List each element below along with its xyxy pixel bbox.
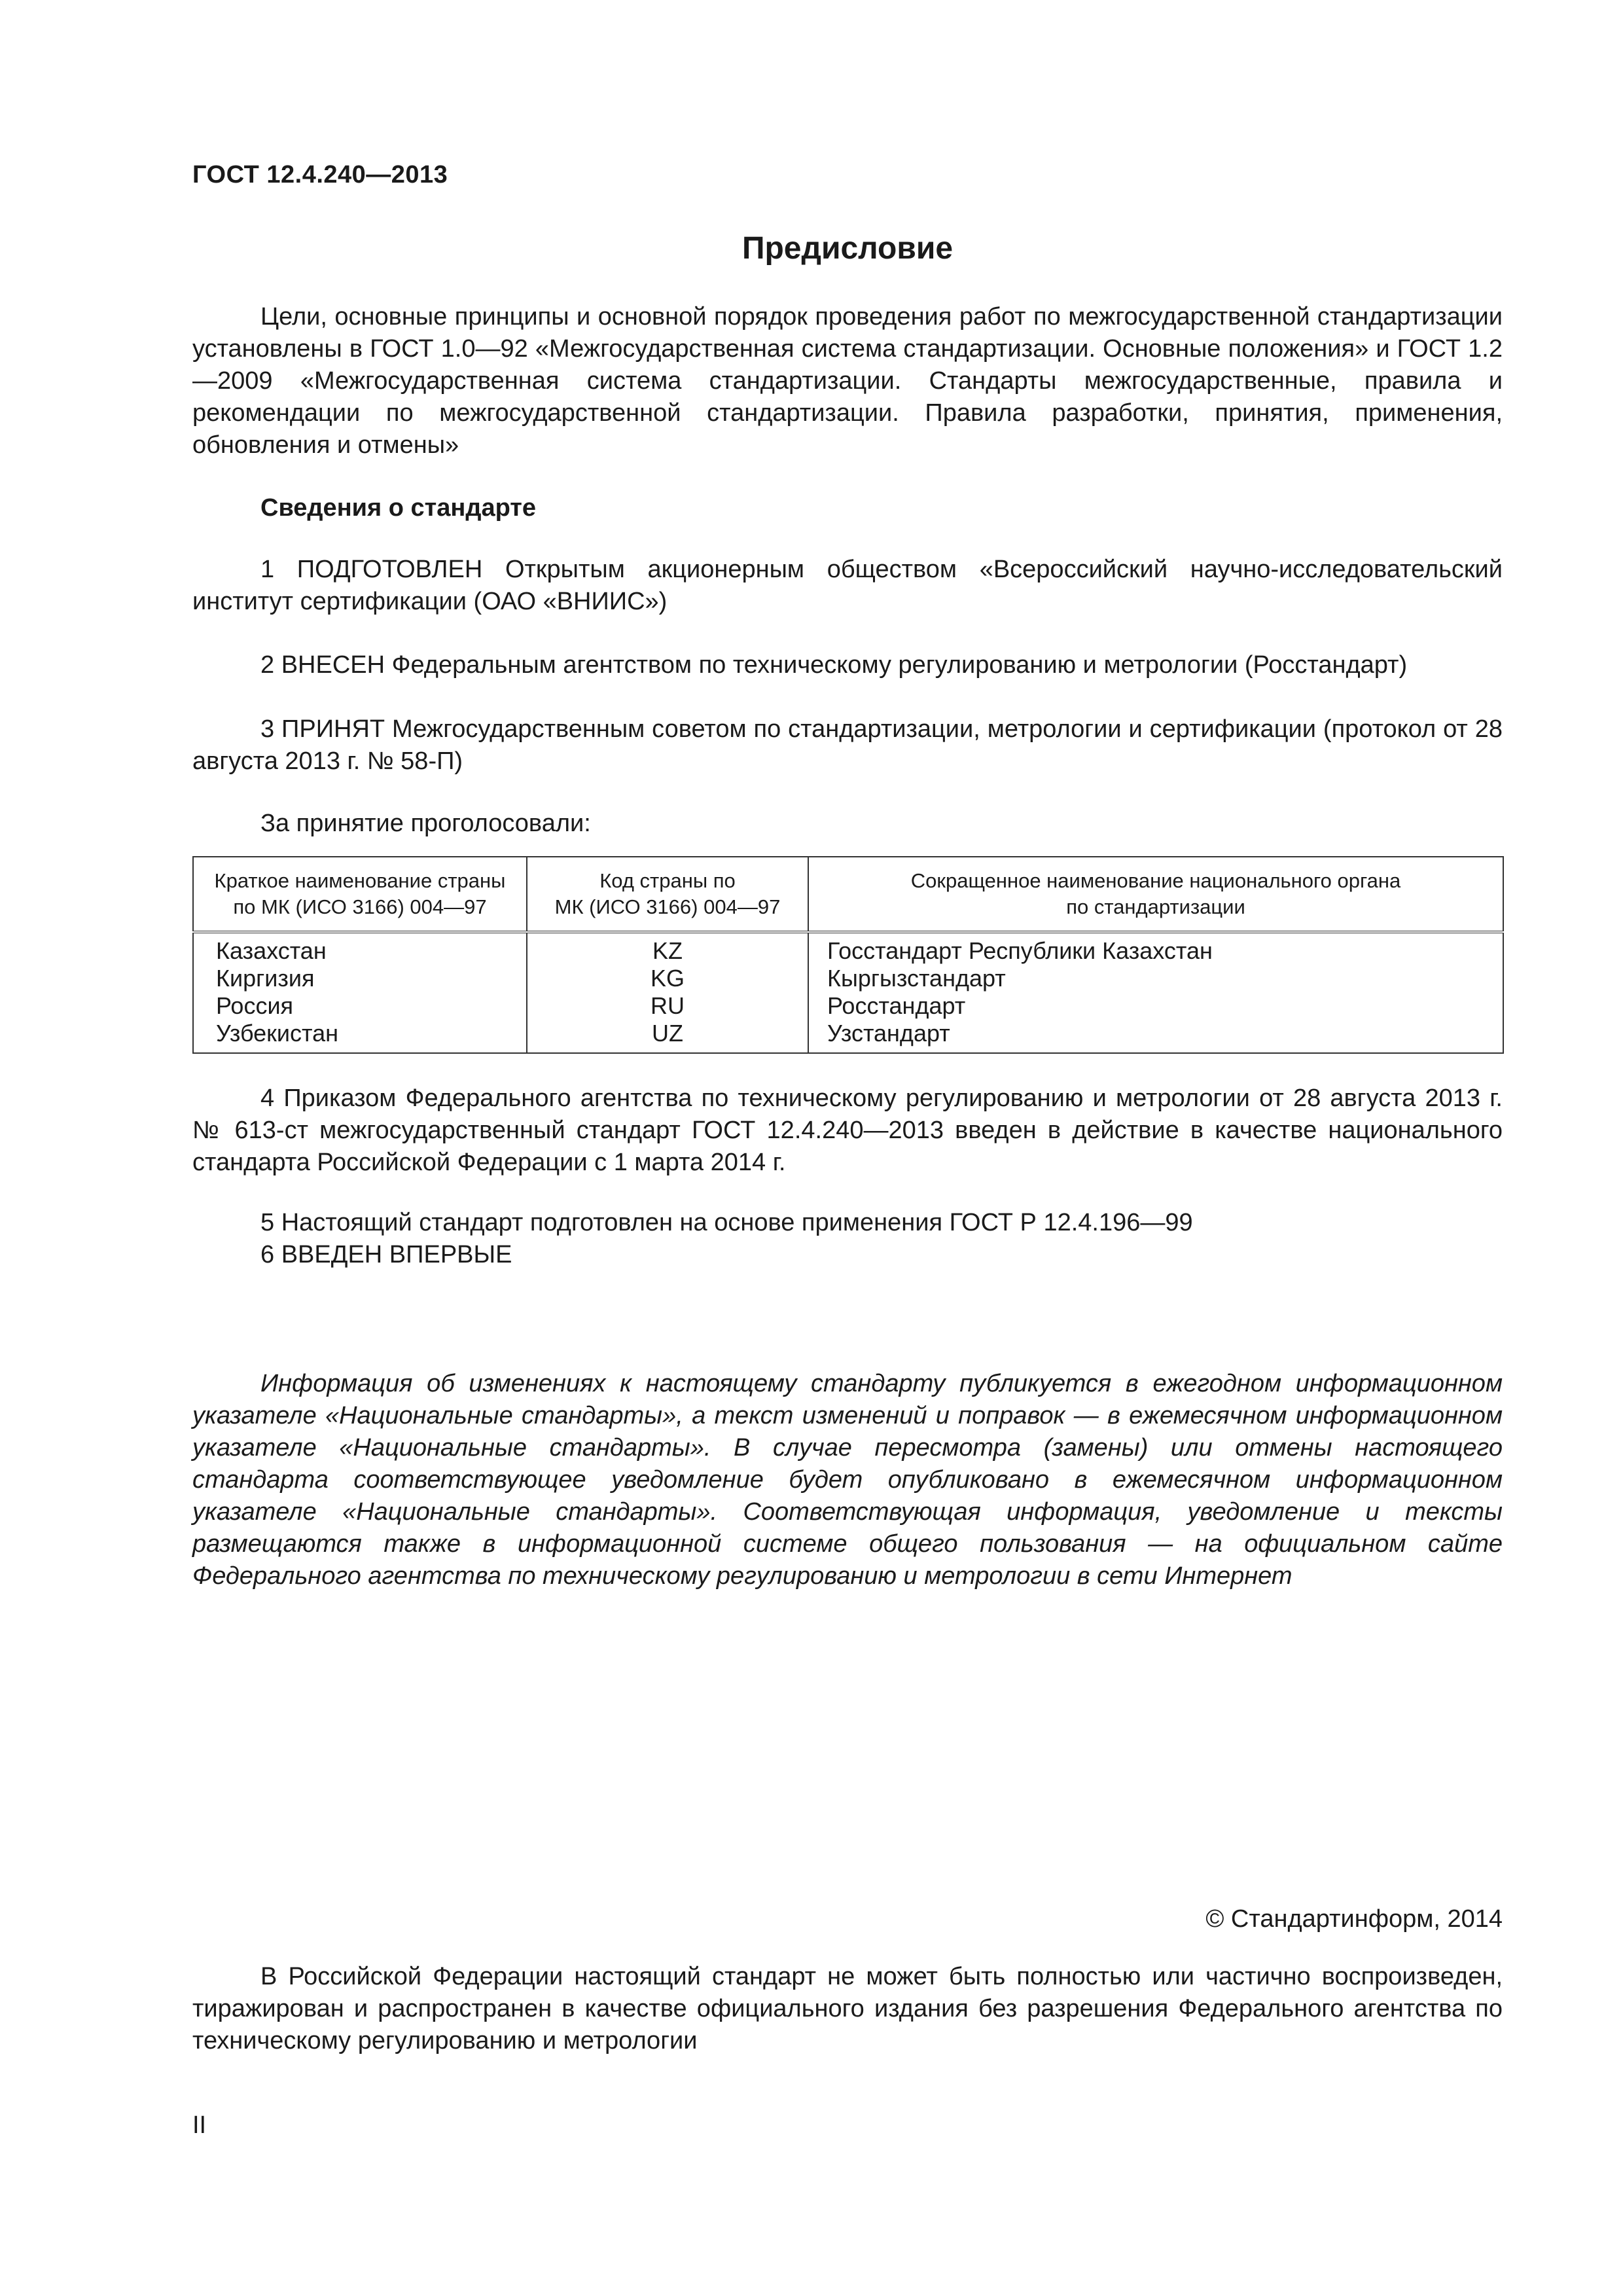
vote-label: За принятие проголосовали: (260, 810, 591, 837)
code-cell: KZ KG RU UZ (527, 932, 808, 1053)
item-2-submitted: 2 ВНЕСЕН Федеральным агентством по техническому регулированию и метрологии (Росстандарт) (260, 651, 1408, 679)
reproduction-notice: В Российской Федерации настоящий стандарт не может быть полностью или частично воспроизведен, тиражирован и распространен в качестве официального издания без разрешения Федерального агентства по техническому регулированию и метрологии (192, 1963, 1503, 2054)
voting-table (192, 856, 1504, 1054)
column-header-body: Сокращенное наименование национального органа по стандартизации (808, 857, 1503, 932)
item-1-prepared: 1 ПОДГОТОВЛЕН Открытым акционерным обществом «Всероссийский научно-исследовательский институт сертификации (ОАО «ВНИИС») (192, 556, 1503, 615)
item-3-adopted: 3 ПРИНЯТ Межгосударственным советом по стандартизации, метрологии и сертификации (протокол от 28 августа 2013 г. № 58-П) (192, 715, 1503, 775)
country-cell: Казахстан Киргизия Россия Узбекистан (193, 932, 527, 1053)
standard-code: ГОСТ 12.4.240—2013 (192, 161, 448, 188)
copyright-line: © Стандартинформ, 2014 (1205, 1905, 1503, 1933)
item-6-introduced: 6 ВВЕДЕН ВПЕРВЫЕ (260, 1241, 512, 1268)
body-cell: Госстандарт Республики Казахстан Кыргызстандарт Росстандарт Узстандарт (808, 932, 1503, 1053)
column-header-country: Краткое наименование страны по МК (ИСО 3166) 004—97 (193, 857, 527, 932)
page-title: Предисловие (741, 231, 954, 266)
table-header-row (193, 857, 1503, 932)
information-note: Информация об изменениях к настоящему стандарту публикуется в ежегодном информационном указателе «Национальные стандарты», а текст изменений и поправок — в ежемесячном информационном указателе «Национальные стандарты». В случае пересмотра (замены) или отмены настоящего стандарта соответствующее уведомление будет опубликовано в ежемесячном информационном указателе «Национальные стандарты». Соответствующая информация, уведомление и тексты размещаются также в информационной системе общего пользования — на официальном сайте Федерального агентства по техническому регулированию и метрологии в сети Интернет (192, 1370, 1503, 1590)
table-row (193, 932, 1503, 1053)
page-number: II (192, 2111, 207, 2139)
column-header-code: Код страны по МК (ИСО 3166) 004—97 (527, 857, 808, 932)
intro-paragraph: Цели, основные принципы и основной порядок проведения работ по межгосударственной стандартизации установлены в ГОСТ 1.0—92 «Межгосударственная система стандартизации. Основные положения» и ГОСТ 1.2—2009 «Межгосударственная система стандартизации. Стандарты межгосударственные, правила и рекомендации по межгосударственной стандартизации. Правила разработки, принятия, применения, обновления и отмены» (192, 303, 1503, 459)
item-4-order: 4 Приказом Федерального агентства по техническому регулированию и метрологии от 28 августа 2013 г. № 613-ст межгосударственный стандарт ГОСТ 12.4.240—2013 введен в действие в качестве национального стандарта Российской Федерации с 1 марта 2014 г. (192, 1085, 1503, 1176)
section-heading: Сведения о стандарте (260, 494, 537, 522)
item-5-basis: 5 Настоящий стандарт подготовлен на основе применения ГОСТ Р 12.4.196—99 (260, 1209, 1193, 1236)
